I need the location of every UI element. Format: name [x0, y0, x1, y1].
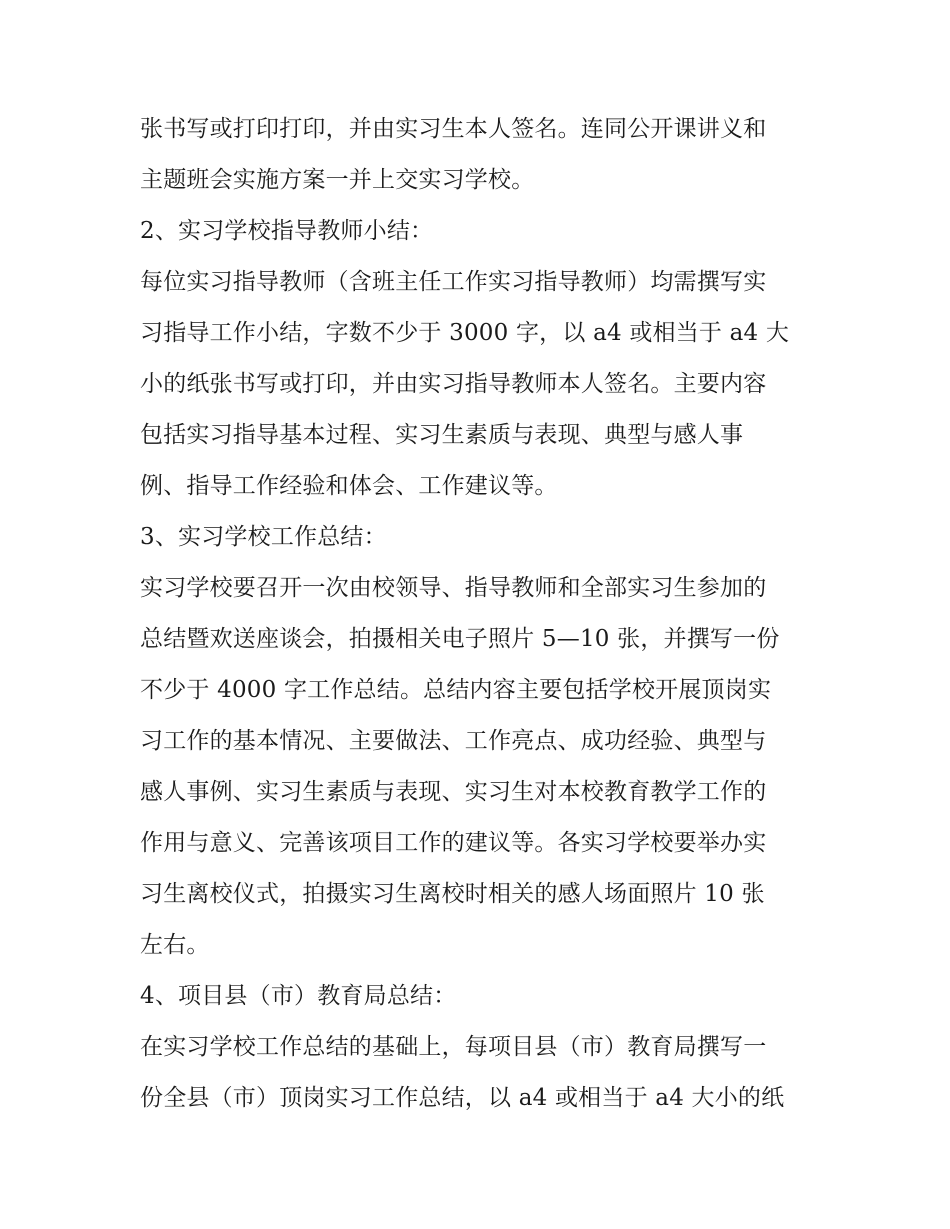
text-line: 包括实习指导基本过程、实习生素质与表现、典型与感人事 — [140, 422, 744, 448]
text-line: 主题班会实施方案一并上交实习学校。 — [140, 167, 535, 193]
text-line: 实习学校要召开一次由校领导、指导教师和全部实习生参加的 — [140, 575, 767, 601]
text-line: 习指导工作小结，字数不少于 3000 字，以 a4 或相当于 a4 大 — [140, 320, 790, 346]
text-line: 张书写或打印打印，并由实习生本人签名。连同公开课讲义和 — [140, 116, 767, 142]
text-line: 左右。 — [140, 932, 210, 958]
section-heading: 3、实习学校工作总结： — [140, 524, 387, 550]
text-line: 在实习学校工作总结的基础上，每项目县（市）教育局撰写一 — [140, 1034, 767, 1060]
text-line: 感人事例、实习生素质与表现、实习生对本校教育教学工作的 — [140, 779, 767, 805]
section-heading: 4、项目县（市）教育局总结： — [140, 983, 457, 1009]
text-line: 习工作的基本情况、主要做法、工作亮点、成功经验、典型与 — [140, 728, 767, 754]
text-line: 总结暨欢送座谈会，拍摄相关电子照片 5—10 张，并撰写一份 — [140, 626, 780, 652]
text-line: 作用与意义、完善该项目工作的建议等。各实习学校要举办实 — [140, 830, 767, 856]
text-line: 每位实习指导教师（含班主任工作实习指导教师）均需撰写实 — [140, 269, 767, 295]
text-line: 例、指导工作经验和体会、工作建议等。 — [140, 473, 558, 499]
section-heading: 2、实习学校指导教师小结： — [140, 218, 434, 244]
text-line: 份全县（市）顶岗实习工作总结，以 a4 或相当于 a4 大小的纸 — [140, 1085, 785, 1111]
text-line: 不少于 4000 字工作总结。总结内容主要包括学校开展顶岗实 — [140, 677, 772, 703]
text-line: 习生离校仪式，拍摄实习生离校时相关的感人场面照片 10 张 — [140, 881, 765, 907]
document-body — [140, 104, 820, 1124]
text-line: 小的纸张书写或打印，并由实习指导教师本人签名。主要内容 — [140, 371, 767, 397]
